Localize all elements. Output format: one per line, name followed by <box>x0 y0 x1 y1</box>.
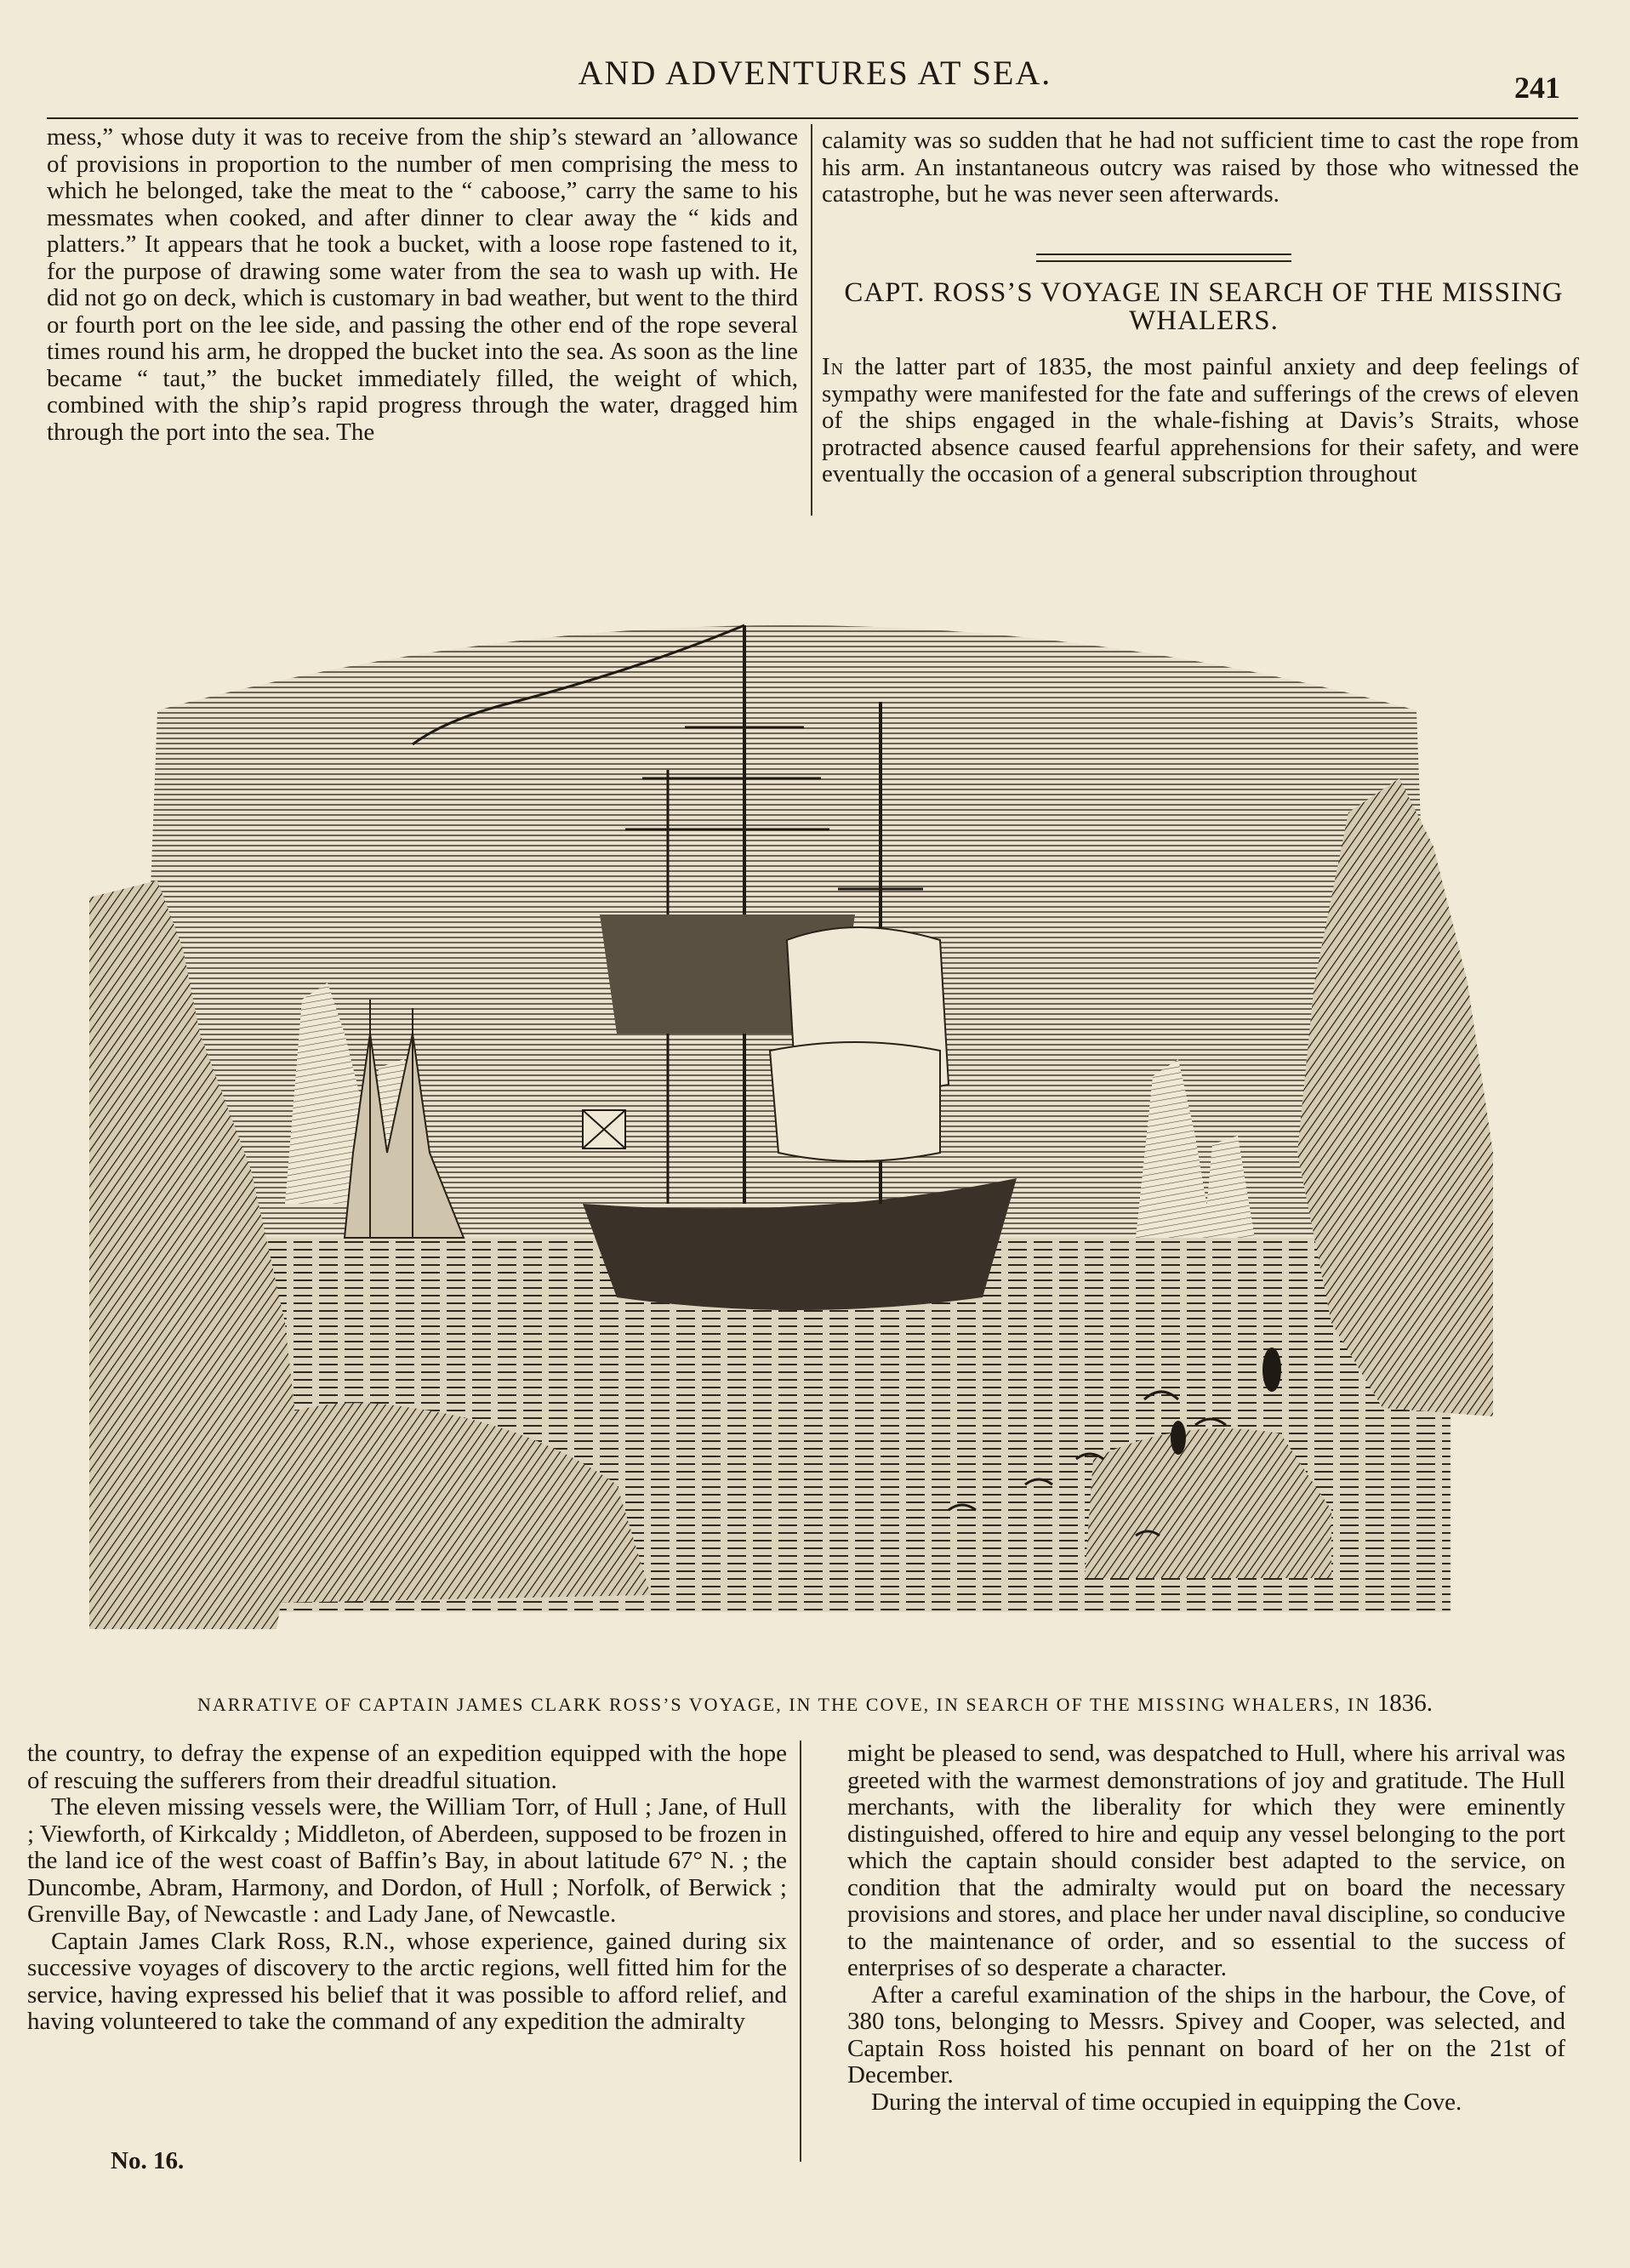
drop-cap: In <box>822 353 845 380</box>
page-number: 241 <box>1514 71 1560 105</box>
column-divider-top <box>811 124 812 516</box>
paragraph: After a careful examination of the ships in the harbour, the Cove, of 380 tons, belonging to Messrs. Spivey and Cooper, was selected, and Captain Ross hoisted his pennant on board of her on the 21st of December. <box>847 1980 1565 2088</box>
intro-text: the latter part of 1835, the most painful anxiety and deep feelings of sympathy were manifested for the fate and sufferings of the crews of eleven of the ships engaged in the whale-fishing at Davis’s Straits, whose protracted absence caused fearful apprehensions for their safety, and were eventually the occasion of a general subscription throughout <box>822 353 1579 487</box>
paragraph: During the interval of time occupied in equipping the Cove. <box>871 2088 1462 2116</box>
paragraph: the country, to defray the expense of an expedition equipped with the hope of rescuing the sufferers from their dreadful situation. <box>27 1740 787 1794</box>
paragraph: Captain James Clark Ross, R.N., whose experience, gained during six successive voyages of discovery to the arctic regions, well fitted him for the service, having expressed his belief that it was possible to afford relief, and having volunteered to take the command of any expedition the admiralty <box>27 1927 787 2035</box>
ship-engraving-illustration <box>89 557 1493 1650</box>
paragraph: mess,” whose duty it was to receive from the ship’s steward an ’allowance of provisions in proportion to the number of men comprising the mess to which he belonged, take the meat to the “ caboose,” carry the same to his messmates when cooked, and after dinner to clear away the “ kids and platters.” It appears that he took a bucket, with a loose rope fastened to it, for the purpose of drawing some water from the sea to wash up with. He did not go on deck, which is customary in bad weather, but went to the third or fourth port on the lee side, and passing the other end of the rope several times round his arm, he dropped the bucket into the sea. As soon as the line became “ taut,” the bucket immediately filled, the weight of which, combined with the ship’s rapid progress through the water, dragged him through the port into the sea. The <box>47 123 798 446</box>
column-divider-bottom <box>800 1741 801 2162</box>
paragraph: The eleven missing vessels were, the William Torr, of Hull ; Jane, of Hull ; Viewforth, of Kirkcaldy ; Middleton, of Aberdeen, supposed to be frozen in the land ice of the west coast of Baffin’s Bay, in about latitude 67° N. ; the Duncombe, Abram, Harmony, and Dordon, of Hull ; Norfolk, of Berwick ; Grenville Bay, of Newcastle : and Lady Jane, of Newcastle. <box>27 1793 787 1928</box>
paragraph: calamity was so sudden that he had not sufficient time to cast the rope from his arm. An instantaneous outcry was raised by those who witnessed the catastrophe, but he was never seen afterwards. <box>822 127 1579 208</box>
bottom-right-column <box>847 1741 1565 2116</box>
section-title: CAPT. ROSS’S VOYAGE IN SEARCH OF THE MISSING WHALERS. <box>844 277 1564 336</box>
top-left-column <box>47 124 798 446</box>
caption-year: 1836. <box>1376 1690 1433 1717</box>
bottom-left-column <box>27 1741 787 2036</box>
section-intro <box>822 354 1579 488</box>
caption-text: NARRATIVE OF CAPTAIN JAMES CLARK ROSS’S VOYAGE, IN THE COVE, IN SEARCH OF THE MISSING WHALERS, IN <box>197 1694 1371 1715</box>
paragraph: might be pleased to send, was despatched to Hull, where his arrival was greeted with the warmest demonstrations of joy and gratitude. The Hull merchants, with the liberality for which they were eminently distinguished, offered to hire and equip any vessel belonging to the port which the captain should consider best adapted to the service, on condition that the admiralty would put on board the necessary provisions and stores, and place her under naval discipline, so conducive to the maintenance of order, and so essential to the success of enterprises of so desperate a character. <box>847 1740 1565 1981</box>
issue-number: No. 16. <box>111 2147 185 2174</box>
top-right-column <box>822 128 1579 208</box>
illustration-caption <box>0 1690 1630 1718</box>
header-rule <box>47 117 1578 119</box>
section-double-rule <box>1036 254 1291 262</box>
running-header: AND ADVENTURES AT SEA. <box>578 54 1052 92</box>
